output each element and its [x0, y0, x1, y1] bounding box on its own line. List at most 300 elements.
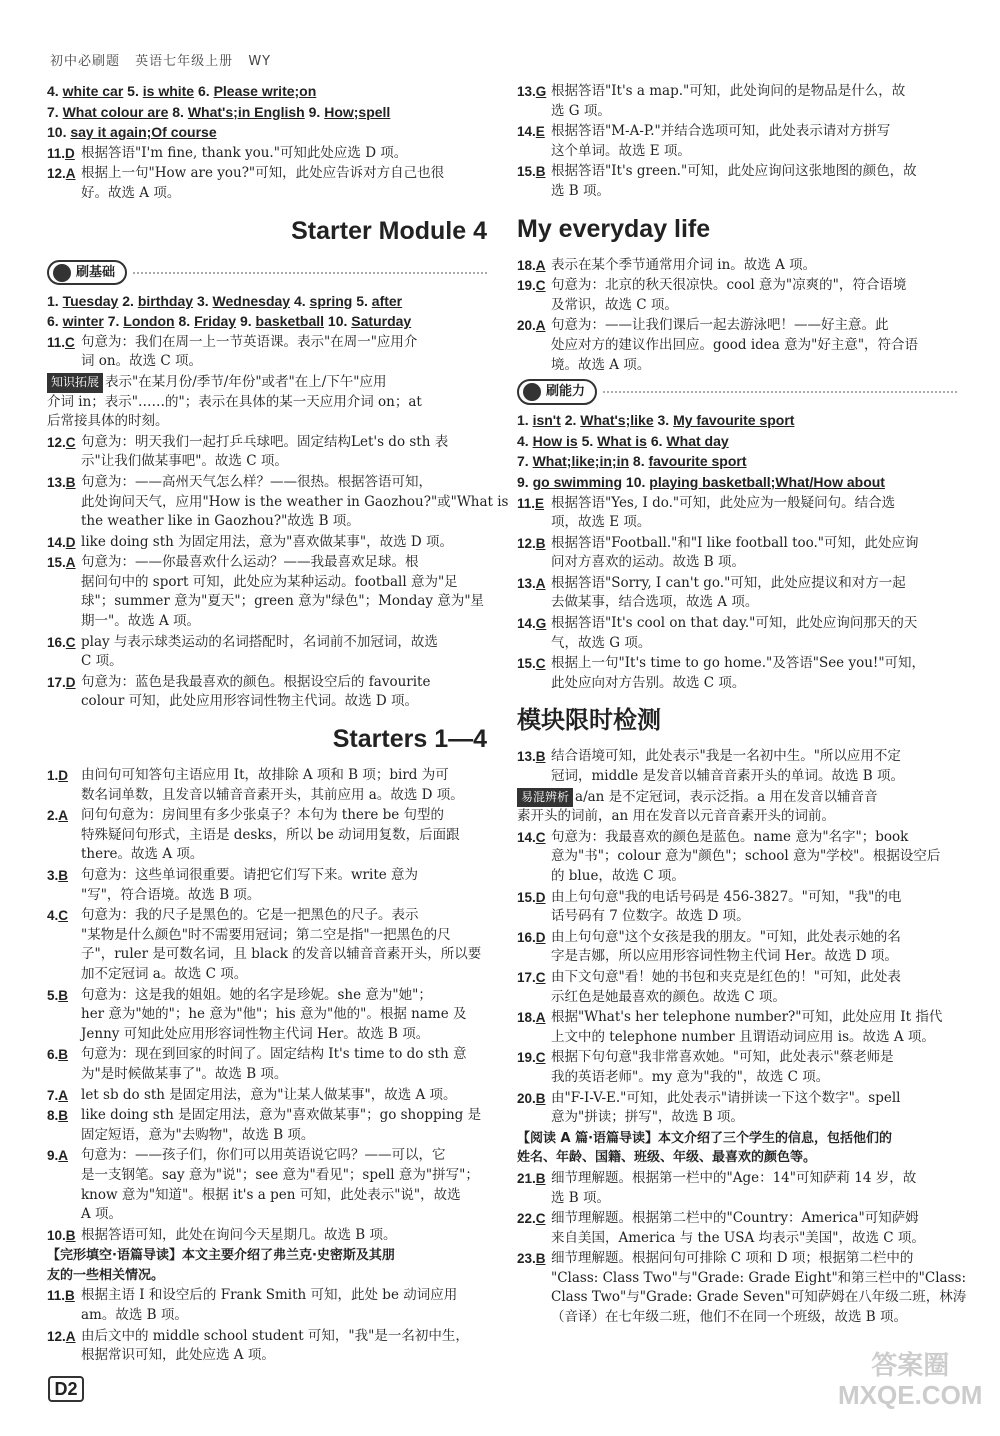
explanation-line: A 项。: [81, 1206, 123, 1223]
explanation-line: 选 B 项。: [551, 1189, 611, 1206]
answer-letter: D: [535, 889, 546, 905]
answer-letter: A: [65, 1328, 76, 1344]
explanation-line: 由上句句意"我的电话号码是 456-3827。"可知，"我"的电: [551, 888, 902, 905]
tip-box: [517, 788, 957, 827]
explanation-line: 境。故选 A 项。: [551, 356, 651, 373]
badge-icon: [53, 264, 71, 282]
question-index: 15.: [517, 164, 536, 180]
question-number: [517, 574, 551, 594]
explanation-line: 句意为：——让我们课后一起去游泳吧！——好主意。此: [551, 317, 889, 334]
explanation-line: 根据答语"Sorry, I can't go."可知，此处应提议和对方一起: [551, 574, 906, 591]
question-number: [47, 533, 81, 553]
explanation: [81, 553, 487, 631]
answer-letter: C: [65, 634, 76, 650]
fill-number: 8.: [632, 453, 645, 470]
explanation-line: 细节理解题。根据第二栏中的"Country：America"可知萨姆: [551, 1210, 919, 1227]
fill-answer-line: [47, 312, 487, 332]
explanation-line: 话号码有 7 位数字。故选 D 项。: [551, 908, 750, 925]
tip-line: [47, 373, 487, 393]
explanation-line: 句意为：——你最喜欢什么运动？——我最喜欢足球。根: [81, 554, 419, 571]
question-index: 14.: [517, 829, 536, 845]
question-index: 16.: [517, 929, 536, 945]
answer-letter: A: [535, 318, 546, 334]
tip-text: 介词 in；表示"……的"；表示在具体的某一天应用介词 on；at: [47, 393, 422, 410]
question-item: [47, 673, 487, 712]
explanation: [81, 986, 487, 1045]
fill-number: 6.: [650, 432, 663, 449]
question-index: 9.: [47, 1148, 59, 1164]
fill-answer: What colour are: [62, 103, 169, 120]
explanation-line: 选 B 项。: [551, 182, 611, 199]
answer-letter: B: [65, 1227, 76, 1243]
question-item: [517, 534, 957, 573]
question-number: [47, 673, 81, 693]
tip-text: 表示"在某月份/季节/年份"或者"在上/下午"应用: [105, 373, 387, 390]
explanation-line: 意为"书"；colour 意为"颜色"；school 意为"学校"。根据设空后: [551, 848, 941, 865]
explanation-line: 据问句中的 sport 可知，此处应为某种运动。football 意为"足: [81, 573, 458, 590]
explanation-line: 结合语境可知，此处表示"我是一名初中生。"所以应用不定: [551, 748, 901, 765]
explanation-line: 根据常识可知，此处应选 A 项。: [81, 1347, 275, 1364]
explanation-line: 由上句句意"这个女孩是我的朋友。"可知，此处表示她的名: [551, 928, 901, 945]
explanation-line: 字是吉娜，所以应用形容词性物主代词 Her。故选 D 项。: [551, 948, 898, 965]
question-item: [517, 928, 957, 967]
fill-answer: winter: [62, 313, 104, 330]
answer-letter: C: [535, 969, 546, 985]
fill-answer: Please write;on: [213, 83, 317, 99]
question-number: [47, 1286, 81, 1306]
fill-number: 8.: [178, 313, 191, 330]
question-number: [517, 828, 551, 848]
fill-answer: What;like;in;in: [532, 453, 630, 470]
fill-answer: white car: [62, 83, 124, 99]
answer-letter: C: [65, 334, 75, 350]
fill-answer: Tuesday: [62, 292, 119, 309]
tip-line: [47, 412, 487, 432]
question-index: 14.: [517, 616, 536, 632]
explanation-line: 根据答语"It's green."可知，此处应询问这张地图的颜色，故: [551, 163, 917, 180]
fill-answer: isn't: [532, 412, 561, 429]
explanation: [551, 654, 957, 693]
explanation-line: 句意为：明天我们一起打乒乓球吧。固定结构Let's do sth 表: [81, 433, 449, 450]
explanation: [551, 747, 957, 786]
explanation-line: 这个单词。故选 E 项。: [551, 142, 691, 159]
fill-answer: How;spell: [324, 103, 391, 120]
question-number: [517, 614, 551, 634]
answer-letter: A: [535, 1010, 546, 1026]
question-index: 13.: [47, 474, 66, 490]
explanation-line: 选 G 项。: [551, 102, 611, 119]
explanation: [81, 533, 487, 553]
answer-letter: B: [58, 868, 69, 883]
tip-text: 后常接具体的时刻。: [47, 413, 169, 430]
fill-number: 5.: [581, 432, 594, 449]
explanation-line: 句意为：蓝色是我最喜欢的颜色。根据设空后的 favourite: [81, 673, 431, 690]
question-item: [47, 333, 487, 372]
question-number: [47, 1086, 81, 1106]
explanation-line: 句意为：我最喜欢的颜色是蓝色。name 意为"名字"；book: [551, 828, 909, 845]
explanation-line: 根据答语可知，此处在询问今天星期几。故选 B 项。: [81, 1226, 397, 1243]
question-number: [517, 316, 551, 336]
explanation-line: colour 可知，此处应用形容词性物主代词。故选 D 项。: [81, 693, 418, 710]
section-badge: [47, 260, 127, 286]
explanation-line: 为"是时候做某事了"。故选 B 项。: [81, 1065, 288, 1082]
explanation-line: 的 blue，故选 C 项。: [551, 868, 685, 884]
explanation: [551, 1048, 957, 1087]
fill-number: 10.: [47, 124, 67, 141]
answer-letter: C: [535, 1211, 546, 1227]
question-item: [517, 1209, 957, 1248]
question-item: [47, 164, 487, 203]
question-item: [517, 747, 957, 786]
question-item: [517, 968, 957, 1007]
question-index: 17.: [47, 674, 66, 690]
fill-answer: What's;like: [580, 412, 654, 429]
explanation-line: 表示在某个季节通常用介词 in。故选 A 项。: [551, 256, 817, 273]
tip-text: a/an 是不定冠词，表示泛指。a 用在发音以辅音音: [575, 788, 878, 805]
question-number: [47, 906, 81, 926]
explanation-line: 句意为：——孩子们，你们可以用英语说它吗？——可以，它: [81, 1147, 446, 1164]
answer-letter: C: [535, 278, 546, 294]
badge-label: 刷能力: [546, 384, 586, 400]
fill-answer: is white: [142, 83, 195, 99]
badge-label: 刷基础: [76, 264, 116, 280]
answer-letter: B: [58, 1108, 69, 1124]
question-index: 15.: [47, 555, 66, 571]
explanation: [81, 1146, 487, 1224]
answer-letter: B: [535, 164, 546, 180]
explanation-line: 是一支钢笔。say 意为"说"；see 意为"看见"；spell 意为"拼写"；: [81, 1166, 479, 1183]
dotted-rule: [133, 272, 487, 274]
question-number: [517, 1048, 551, 1068]
fill-answer-line: [47, 82, 487, 102]
question-number: [47, 633, 81, 653]
question-item: [47, 1327, 487, 1366]
question-index: 5.: [47, 987, 59, 1003]
explanation: [81, 1286, 487, 1325]
explanation-line: 根据答语"It's cool on that day."可知，此处应询问那天的天: [551, 615, 918, 632]
question-index: 7.: [47, 1087, 59, 1103]
answer-letter: C: [58, 908, 69, 924]
question-index: 11.: [47, 334, 66, 350]
question-number: [517, 122, 551, 142]
explanation-line: 根据主语 I 和设空后的 Frank Smith 可知，此处 be 动词应用: [81, 1287, 458, 1304]
fill-answer: My favourite sport: [673, 412, 795, 429]
explanation-line: 根据答语"It's a map."可知，此处询问的是物品是什么，故: [551, 83, 906, 99]
fill-answer: What is: [597, 432, 647, 449]
tip-tag: 易混辨析: [517, 788, 573, 808]
question-number: [517, 654, 551, 674]
explanation: [81, 1106, 487, 1145]
question-number: [517, 747, 551, 767]
explanation-line: 气，故选 G 项。: [551, 634, 652, 651]
question-number: [47, 1327, 81, 1347]
answer-letter: B: [535, 535, 546, 551]
answer-letter: E: [535, 124, 545, 140]
answer-letter: A: [535, 575, 546, 591]
question-index: 11.: [47, 1288, 66, 1304]
explanation-line: Class Two"与"Grade: Grade Seven"可知萨姆在八年级二班，林涛: [551, 1289, 967, 1306]
question-index: 15.: [517, 656, 536, 672]
fill-answer-line: [47, 103, 487, 123]
fill-answer: London: [123, 313, 175, 330]
question-item: [47, 433, 487, 472]
question-index: 12.: [47, 434, 66, 450]
explanation: [81, 1226, 487, 1246]
answer-letter: B: [535, 749, 546, 765]
question-index: 12.: [517, 535, 536, 551]
watermark-line1: 答案圈: [871, 1350, 950, 1380]
question-item: [47, 986, 487, 1045]
fill-number: 3.: [657, 412, 670, 429]
fill-answer: Saturday: [351, 313, 412, 330]
watermark: [838, 1350, 982, 1410]
question-number: [47, 1045, 81, 1065]
explanation: [81, 673, 487, 712]
explanation-line: 上文中的 telephone number 且谓语动词应用 is。故选 A 项。: [551, 1028, 935, 1045]
section-badge: [517, 379, 597, 405]
question-index: 15.: [517, 889, 536, 905]
question-item: [517, 256, 957, 276]
question-number: [47, 986, 81, 1006]
explanation-line: 处应对方的建议作出回应。good idea 意为"好主意"，符合语: [551, 336, 919, 353]
section-header: [517, 377, 957, 407]
answer-letter: D: [65, 534, 76, 550]
question-item: [47, 144, 487, 164]
question-number: [517, 534, 551, 554]
explanation-line: play 与表示球类运动的名词搭配时，名词前不加冠词，故选: [81, 633, 438, 650]
module-title: Starters 1—4: [332, 725, 487, 754]
explanation-line: 示"让我们做某事吧"。故选 C 项。: [81, 453, 288, 470]
question-item: [517, 654, 957, 693]
explanation-line: C 项。: [81, 653, 123, 670]
explanation-line: 由后文中的 middle school student 可知，"我"是一名初中生，: [81, 1327, 469, 1344]
explanation: [551, 614, 957, 653]
explanation-line: there。故选 A 项。: [81, 846, 204, 863]
explanation: [551, 574, 957, 613]
question-index: 20.: [517, 1090, 536, 1106]
fill-number: 4.: [47, 83, 59, 99]
answer-letter: D: [535, 929, 546, 945]
fill-number: 8.: [172, 103, 184, 120]
explanation-line: 及常识，故选 C 项。: [551, 296, 678, 313]
question-index: 13.: [517, 575, 536, 591]
fill-answer: favourite sport: [648, 453, 747, 470]
passage-guide: [517, 1129, 957, 1168]
explanation: [551, 1008, 957, 1047]
section-header: [47, 258, 487, 288]
explanation-line: like doing sth 是固定用法，意为"喜欢做某事"；go shopping 是: [81, 1107, 482, 1124]
tip-box: [47, 373, 487, 432]
question-item: [47, 553, 487, 631]
question-number: [517, 494, 551, 514]
question-item: [517, 888, 957, 927]
explanation-line: the weather like in Gaozhou?"故选 B 项。: [81, 513, 360, 530]
guide-line: 【阅读 A 篇·语篇导读】本文介绍了三个学生的信息，包括他们的: [517, 1130, 893, 1146]
question-index: 11.: [517, 495, 536, 511]
explanation-line: 根据答语"Yes, I do."可知，此处应为一般疑问句。结合选: [551, 494, 896, 511]
answer-letter: A: [58, 808, 69, 824]
answer-letter: G: [535, 616, 547, 632]
guide-line: 友的一些相关情况。: [47, 1267, 165, 1283]
answer-letter: E: [535, 495, 545, 511]
explanation-line: Jenny 可知此处应用形容词性物主代词 Her。故选 B 项。: [81, 1025, 430, 1042]
right-column: [517, 82, 967, 1329]
question-item: [47, 866, 487, 905]
question-index: 17.: [517, 969, 536, 985]
question-number: [47, 473, 81, 493]
answer-letter: A: [535, 257, 546, 273]
explanation-line: 句意为：现在到回家的时间了。固定结构 It's time to do sth 意: [81, 1046, 467, 1063]
fill-answer: Wednesday: [212, 292, 291, 309]
explanation-line: know 意为"知道"。根据 it's a pen 可知，此处表示"说"，故选: [81, 1186, 461, 1203]
tip-line: [47, 393, 487, 413]
explanation: [81, 906, 487, 984]
explanation-line: 去做某事，结合选项，故选 A 项。: [551, 594, 759, 611]
explanation-line: 词 on。故选 C 项。: [81, 353, 203, 370]
answer-letter: A: [58, 1148, 69, 1164]
explanation-line: 细节理解题。根据第一栏中的"Age：14"可知萨莉 14 岁，故: [551, 1169, 917, 1186]
question-item: [517, 1008, 957, 1047]
explanation-line: 句意为：我们在周一上一节英语课。表示"在周一"应用介: [81, 333, 418, 350]
page-number: D2: [48, 1376, 84, 1402]
header-book: 初中必刷题: [50, 54, 121, 69]
fill-number: 7.: [107, 313, 120, 330]
question-item: [47, 1086, 487, 1106]
fill-answer: How is: [532, 432, 578, 449]
fill-number: 9.: [308, 103, 321, 120]
fill-answer: birthday: [137, 292, 194, 309]
fill-number: 10.: [327, 313, 348, 330]
header-subject: 英语七年级上册: [135, 54, 234, 69]
question-index: 10.: [47, 1227, 66, 1243]
module-title: 模块限时检测: [517, 706, 661, 735]
question-item: [47, 1106, 487, 1145]
question-item: [47, 1286, 487, 1325]
question-index: 6.: [47, 1047, 59, 1063]
fill-answer: playing basketball;What/How about: [649, 473, 885, 490]
fill-number: 4.: [293, 292, 306, 309]
explanation-line: 加不定冠词 a。故选 C 项。: [81, 965, 248, 982]
explanation-line: 子"，ruler 是可数名词，且 black 的发音以辅音音素开头，所以要: [81, 946, 482, 963]
question-index: 22.: [517, 1211, 536, 1227]
explanation-line: like doing sth 为固定用法，意为"喜欢做某事"，故选 D 项。: [81, 533, 453, 550]
answer-letter: C: [535, 1050, 546, 1066]
question-number: [517, 82, 551, 102]
explanation-line: 固定短语，意为"去购物"，故选 B 项。: [81, 1126, 315, 1143]
left-column: [47, 82, 509, 1367]
explanation: [81, 1327, 487, 1366]
explanation: [81, 1045, 487, 1084]
answer-letter: C: [535, 829, 546, 845]
question-number: [47, 806, 81, 826]
question-index: 14.: [47, 534, 66, 550]
question-item: [47, 473, 509, 532]
question-item: [47, 806, 487, 865]
explanation-line: 句意为：北京的秋天很凉快。cool 意为"凉爽的"，符合语境: [551, 277, 907, 294]
fill-number: 2.: [564, 412, 577, 429]
question-index: 18.: [517, 1010, 536, 1026]
guide-line: 【完形填空·语篇导读】本文主要介绍了弗兰克·史密斯及其朋: [47, 1248, 395, 1264]
explanation-line: let sb do sth 是固定用法，意为"让某人做某事"，故选 A 项。: [81, 1086, 457, 1103]
explanation-line: 根据答语"M-A-P."并结合选项可知，此处表示请对方拼写: [551, 123, 891, 140]
question-item: [47, 633, 487, 672]
explanation: [551, 928, 957, 967]
explanation: [551, 968, 957, 1007]
explanation-line: her 意为"她的"；he 意为"他"；his 意为"他的"。根据 name 及: [81, 1006, 467, 1023]
answer-letter: A: [58, 1087, 69, 1103]
explanation-line: 此处应向对方告别。故选 C 项。: [551, 674, 746, 691]
question-number: [47, 144, 81, 164]
explanation-line: 问句句意为：房间里有多少张桌子？本句为 there be 句型的: [81, 807, 445, 824]
explanation: [81, 766, 487, 805]
explanation-line: 球"；summer 意为"夏天"；green 意为"绿色"；Monday 意为"星: [81, 593, 485, 610]
fill-number: 6.: [198, 83, 210, 99]
answer-letter: A: [65, 555, 76, 571]
fill-number: 1.: [47, 292, 59, 309]
explanation: [551, 276, 957, 315]
question-index: 13.: [517, 84, 536, 99]
explanation: [551, 122, 957, 161]
explanation-line: 问对方喜欢的运动。故选 B 项。: [551, 554, 746, 571]
fill-number: 4.: [517, 432, 529, 449]
explanation: [551, 888, 957, 927]
tip-tag: 知识拓展: [47, 373, 103, 393]
question-item: [47, 1226, 487, 1246]
question-item: [517, 276, 957, 315]
answer-letter: A: [65, 166, 76, 182]
explanation-line: "写"，符合语境。故选 B 项。: [81, 886, 261, 903]
explanation: [81, 633, 487, 672]
explanation: [551, 534, 957, 573]
fill-number: 3.: [196, 292, 209, 309]
question-number: [47, 866, 81, 886]
fill-number: 10.: [625, 473, 646, 490]
answer-letter: B: [58, 987, 69, 1003]
explanation-line: 句意为：——高州天气怎么样？——很热。根据答语可知，: [81, 473, 432, 490]
fill-answer-line: [517, 411, 957, 431]
fill-answer: say it again;Of course: [70, 124, 217, 141]
fill-answer: spring: [309, 292, 353, 309]
fill-answer-line: [517, 452, 957, 472]
question-index: 19.: [517, 278, 536, 294]
explanation: [81, 1086, 487, 1106]
fill-number: 7.: [517, 453, 529, 470]
explanation-line: 句意为：这是我的姐姐。她的名字是珍妮。she 意为"她"；: [81, 986, 432, 1003]
question-index: 14.: [517, 124, 536, 140]
explanation: [81, 866, 487, 905]
explanation: [551, 1169, 957, 1208]
fill-answer-line: [517, 473, 957, 493]
explanation: [551, 162, 957, 201]
question-index: 16.: [47, 634, 66, 650]
question-item: [47, 1045, 487, 1084]
fill-answer: Friday: [194, 313, 237, 330]
explanation-line: 来自美国，America 与 the USA 均表示"美国"，故选 C 项。: [551, 1229, 925, 1246]
explanation-line: 根据上一句"How are you?"可知，此处应告诉对方自己也很: [81, 165, 445, 182]
question-index: 19.: [517, 1050, 536, 1066]
fill-number: 6.: [47, 313, 59, 330]
explanation-line: am。故选 B 项。: [81, 1307, 188, 1324]
explanation-line: 根据上一句"It's time to go home."及答语"See you!"可知，: [551, 655, 926, 672]
question-number: [517, 256, 551, 276]
question-item: [517, 82, 957, 121]
question-index: 13.: [517, 749, 536, 765]
tip-line: [517, 807, 957, 827]
answer-letter: B: [535, 1090, 546, 1106]
question-number: [517, 1089, 551, 1109]
question-number: [47, 333, 81, 353]
question-number: [47, 433, 81, 453]
